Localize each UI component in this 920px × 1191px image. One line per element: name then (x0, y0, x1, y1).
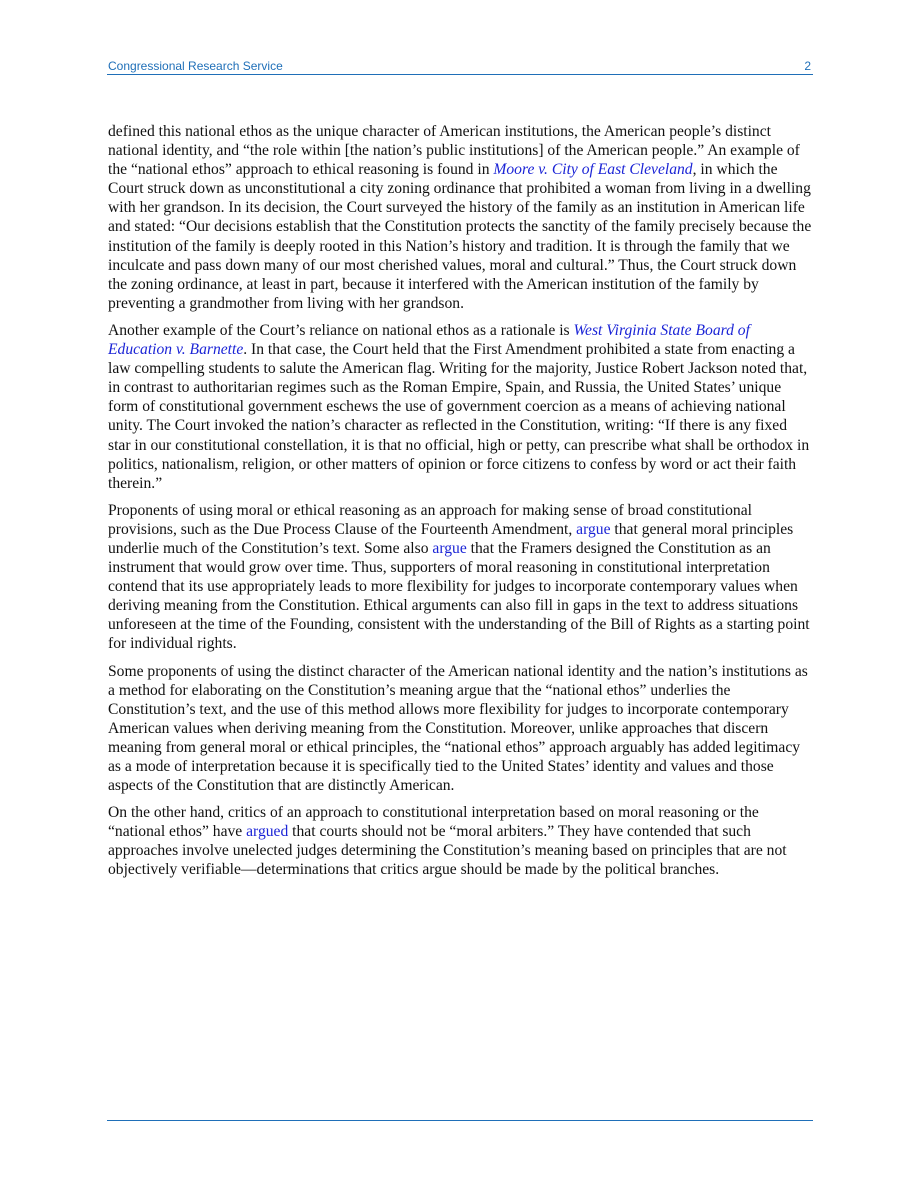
paragraph-text: that general moral principles underlie much of the Constitution’s text. Some also (108, 520, 794, 557)
paragraph-3 (108, 501, 812, 654)
paragraph-text: Proponents of using moral or ethical reasoning as an approach for making sense of broad constitutional provisions, such as the Due Process Clause of the Fourteenth Amendment, (108, 501, 752, 538)
paragraph-text: defined this national ethos as the unique character of American institutions, the American people’s distinct national identity, and “the role within [the nation’s public institutions] of the American people.” An example of the “national ethos” approach to ethical reasoning is found in (108, 123, 800, 179)
case-link-barnette[interactable]: West Virginia State Board of Education v. Barnette (108, 321, 750, 359)
paragraph-text: Some proponents of using the distinct character of the American national identity and the nation’s institutions as a method for elaborating on the Constitution’s meaning argue that the “national ethos” underlies the Constitution’s text, and the use of this method allows more flexibility for judges to incorporate contemporary American values when deriving meaning from the Constitution. Moreover, unlike approaches that discern meaning from general moral or ethical principles, the “national ethos” approach arguably has added legitimacy as a mode of interpretation because it is specifically tied to the United States’ identity and values and those aspects of the Constitution that are distinctly American. (108, 662, 808, 795)
paragraph-text: , in which the Court struck down as unconstitutional a city zoning ordinance that prohibited a woman from living in a dwelling with her grandson. In its decision, the Court surveyed the history of the family as an institution in American life and stated: “Our decisions establish that the Constitution protects the sanctity of the family precisely because the institution of the family is deeply rooted in this Nation’s history and tradition. It is through the family that we inculcate and pass down many of our most cherished values, moral and cultural.” Thus, the Court struck down the zoning ordinance, at least in part, because it interfered with the American institution of the family by preventing a grandmother from living with her grandson. (108, 161, 812, 312)
paragraph-text: Another example of the Court’s reliance on national ethos as a rationale is (108, 321, 574, 339)
paragraph-1 (108, 122, 812, 313)
page-number: 2 (804, 59, 811, 73)
paragraph-text: . In that case, the Court held that the First Amendment prohibited a state from enacting a law compelling students to salute the American flag. Writing for the majority, Justice Robert Jackson noted that, in contrast to authoritarian regimes such as the Roman Empire, Spain, and Russia, the United States’ unique form of constitutional government eschews the use of government coercion as a means of achieving national unity. The Court invoked the nation’s character as reflected in the Constitution, writing: “If there is any fixed star in our constitutional constellation, it is that no official, high or petty, can prescribe what shall be orthodox in politics, nationalism, religion, or other matters of opinion or force citizens to confess by word or act their faith therein.” (108, 341, 810, 492)
paragraph-text: that courts should not be “moral arbiters.” They have contended that such approaches involve unelected judges determining the Constitution’s meaning based on principles that are not objectively verifiable—determinations that critics argue should be made by the political branches. (108, 823, 787, 879)
paragraph-2 (108, 321, 812, 493)
paragraph-text: On the other hand, critics of an approach to constitutional interpretation based on moral reasoning or the “national ethos” have (108, 804, 759, 841)
paragraph-4 (108, 662, 812, 796)
paragraph-5 (108, 803, 812, 879)
argue-link-1[interactable]: argue (576, 520, 611, 538)
footer-rule (107, 1120, 813, 1121)
argue-link-2[interactable]: argue (432, 539, 467, 557)
page-header (107, 58, 813, 75)
header-title: Congressional Research Service (108, 59, 283, 73)
argued-link[interactable]: argued (246, 823, 289, 841)
case-link-moore-v-east-cleveland[interactable]: Moore v. City of East Cleveland (493, 161, 693, 179)
body-text (108, 122, 812, 888)
paragraph-text: that the Framers designed the Constitution as an instrument that would grow over time. Thus, supporters of moral reasoning in constitutional interpretation contend that its use appropriately leads to more flexibility for judges to incorporate contemporary values when deriving meaning from the Constitution. Ethical arguments can also fill in gaps in the text to address situations unforeseen at the time of the Founding, consistent with the understanding of the Bill of Rights as a starting point for individual rights. (108, 539, 810, 653)
